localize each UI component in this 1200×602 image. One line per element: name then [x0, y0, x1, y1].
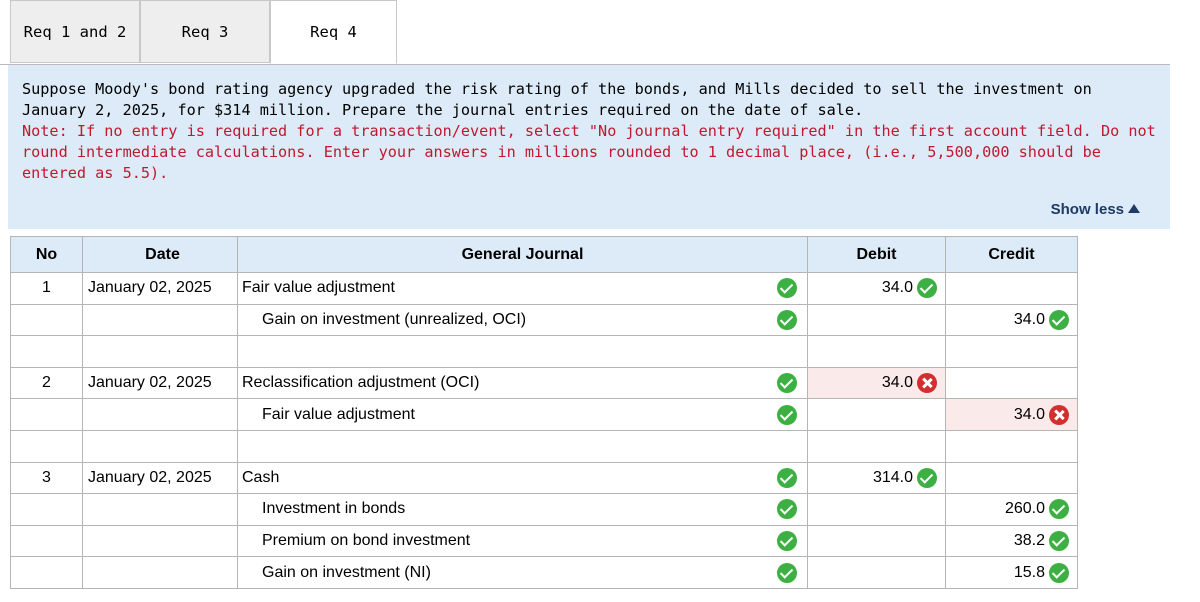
date-field[interactable] [83, 525, 238, 557]
tab-req-3[interactable]: Req 3 [140, 0, 270, 63]
debit-value: 34.0 [881, 374, 913, 392]
entry-number: 1 [11, 273, 83, 305]
table-row [11, 367, 1078, 399]
tab-req-4[interactable]: Req 4 [270, 0, 397, 64]
debit-field[interactable] [808, 525, 946, 557]
account-field[interactable] [238, 336, 808, 368]
note-text: Note: If no entry is required for a transaction/event, select "No journal entry required" in the first account field. Do not round intermediate calculations. Enter your answers in millions rounded to 1 decimal place, (i.e., 5,500,000 should be entered as 5.5). [22, 122, 1156, 182]
check-icon [1049, 499, 1069, 519]
account-name: Fair value adjustment [242, 279, 395, 297]
check-icon [777, 373, 797, 393]
entry-number [11, 399, 83, 431]
debit-field[interactable] [808, 399, 946, 431]
entry-number [11, 494, 83, 526]
date-field[interactable]: January 02, 2025 [83, 273, 238, 305]
credit-value: 34.0 [1013, 310, 1045, 328]
account-field[interactable] [238, 430, 808, 462]
debit-field[interactable] [808, 273, 946, 305]
journal-table [10, 236, 1078, 589]
check-icon [777, 499, 797, 519]
table-row [11, 399, 1078, 431]
date-field[interactable] [83, 430, 238, 462]
header-no: No [11, 237, 83, 273]
check-icon [777, 278, 797, 298]
instructions-panel [8, 65, 1170, 229]
check-icon [777, 468, 797, 488]
account-name: Investment in bonds [262, 500, 406, 518]
credit-field[interactable] [946, 304, 1078, 336]
account-field[interactable] [238, 367, 808, 399]
entry-number: 2 [11, 367, 83, 399]
account-name: Gain on investment (NI) [262, 563, 431, 581]
header-date: Date [83, 237, 238, 273]
credit-value: 260.0 [1004, 500, 1045, 518]
show-less-link[interactable] [1051, 199, 1140, 220]
account-field[interactable] [238, 273, 808, 305]
blank-cell [11, 430, 83, 462]
check-icon [1049, 310, 1069, 330]
credit-field[interactable] [946, 525, 1078, 557]
show-less-label: Show less [1050, 201, 1124, 218]
table-row [11, 494, 1078, 526]
account-name: Premium on bond investment [262, 532, 471, 550]
table-row [11, 273, 1078, 305]
date-field[interactable]: January 02, 2025 [83, 367, 238, 399]
account-name: Gain on investment (unrealized, OCI) [262, 310, 527, 328]
account-field[interactable] [238, 525, 808, 557]
credit-field[interactable] [946, 273, 1078, 305]
credit-value: 15.8 [1013, 563, 1045, 581]
entry-number [11, 304, 83, 336]
debit-value: 314.0 [872, 468, 913, 486]
credit-field[interactable] [946, 494, 1078, 526]
check-icon [1049, 563, 1069, 583]
header-debit: Debit [808, 237, 946, 273]
debit-field[interactable] [808, 462, 946, 494]
requirement-tabs [0, 0, 1170, 65]
table-row [11, 462, 1078, 494]
account-field[interactable] [238, 304, 808, 336]
account-name: Fair value adjustment [262, 405, 415, 423]
debit-field[interactable] [808, 367, 946, 399]
credit-field[interactable] [946, 336, 1078, 368]
credit-value: 38.2 [1013, 532, 1045, 550]
entry-number [11, 525, 83, 557]
blank-row [11, 430, 1078, 462]
credit-value: 34.0 [1013, 405, 1045, 423]
check-icon [777, 405, 797, 425]
credit-field[interactable] [946, 430, 1078, 462]
table-header-row [11, 237, 1078, 273]
date-field[interactable]: January 02, 2025 [83, 462, 238, 494]
date-field[interactable] [83, 494, 238, 526]
credit-field[interactable] [946, 399, 1078, 431]
check-icon [777, 563, 797, 583]
entry-number: 3 [11, 462, 83, 494]
debit-field[interactable] [808, 494, 946, 526]
tab-req-1-and-2[interactable]: Req 1 and 2 [10, 0, 140, 63]
credit-field[interactable] [946, 462, 1078, 494]
question-text: Suppose Moody's bond rating agency upgraded the risk rating of the bonds, and Mills decided to sell the investment on January 2, 2025, for $314 million. Prepare the journal entries required on the date of sale. [22, 80, 1092, 119]
debit-field[interactable] [808, 430, 946, 462]
debit-field[interactable] [808, 336, 946, 368]
x-icon [1049, 405, 1069, 425]
check-icon [1049, 531, 1069, 551]
blank-cell [11, 336, 83, 368]
debit-field[interactable] [808, 304, 946, 336]
entry-number [11, 557, 83, 589]
header-general-journal: General Journal [238, 237, 808, 273]
account-field[interactable] [238, 399, 808, 431]
account-name: Reclassification adjustment (OCI) [242, 374, 480, 392]
date-field[interactable] [83, 557, 238, 589]
check-icon [777, 310, 797, 330]
account-field[interactable] [238, 494, 808, 526]
credit-field[interactable] [946, 367, 1078, 399]
check-icon [777, 531, 797, 551]
caret-up-icon [1128, 204, 1140, 213]
date-field[interactable] [83, 304, 238, 336]
check-icon [917, 278, 937, 298]
account-field[interactable] [238, 462, 808, 494]
x-icon [917, 373, 937, 393]
check-icon [917, 468, 937, 488]
table-row [11, 525, 1078, 557]
account-field[interactable] [238, 557, 808, 589]
debit-field[interactable] [808, 557, 946, 589]
table-row [11, 557, 1078, 589]
date-field[interactable] [83, 399, 238, 431]
account-name: Cash [242, 468, 280, 486]
debit-value: 34.0 [881, 279, 913, 297]
header-credit: Credit [946, 237, 1078, 273]
credit-field[interactable] [946, 557, 1078, 589]
blank-row [11, 336, 1078, 368]
date-field[interactable] [83, 336, 238, 368]
table-row [11, 304, 1078, 336]
